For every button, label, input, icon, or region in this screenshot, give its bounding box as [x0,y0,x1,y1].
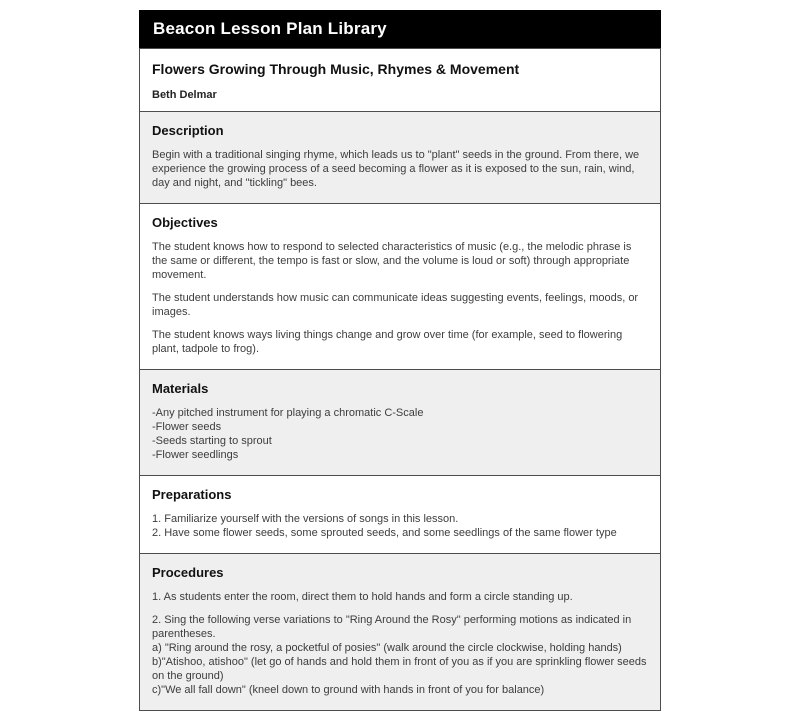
section-objectives [139,203,661,370]
procedure-step: 2. Sing the following verse variations to "Ring Around the Rosy" performing motions as indicated in parentheses. [152,614,632,640]
objective-text: The student knows ways living things change and grow over time (for example, seed to flowering plant, tadpole to frog). [152,329,623,355]
lesson-title: Flowers Growing Through Music, Rhymes & Movement [152,61,520,77]
section-procedures-heading: Procedures [152,565,224,580]
objective-text: The student knows how to respond to selected characteristics of music (e.g., the melodic phrase is the same or different, the tempo is fast or slow, and the volume is loud or soft) through appropriate movement. [152,241,632,281]
section-description-heading: Description [152,123,224,138]
preparations-list [152,512,648,540]
objective-paragraph-group [152,240,648,282]
preparation-step: 1. Familiarize yourself with the versions of songs in this lesson. [152,513,459,525]
section-preparations [139,475,661,554]
section-preparations-heading: Preparations [152,487,232,502]
procedure-substep: a) "Ring around the rosy, a pocketful of posies" (walk around the circle clockwise, holding hands) [152,642,622,654]
material-item: -Any pitched instrument for playing a chromatic C-Scale [152,407,424,419]
lesson-header-section [139,48,661,112]
section-description [139,111,661,204]
materials-list [152,406,648,462]
objective-paragraph-group [152,291,648,319]
material-item: -Flower seedlings [152,449,239,461]
description-text: Begin with a traditional singing rhyme, which leads us to "plant" seeds in the ground. From there, we experience the growing process of a seed becoming a flower as it is exposed to the sun, rain, wind, day and night, and "tickling" bees. [152,149,640,189]
site-masthead [139,10,661,49]
procedure-substep: b)"Atishoo, atishoo" (let go of hands and hold them in front of you as if you are sprinkling flower seeds on the ground) [152,656,647,682]
material-item: -Seeds starting to sprout [152,435,272,447]
material-item: -Flower seeds [152,421,222,433]
procedure-paragraph-group [152,590,648,604]
objective-paragraph-group [152,328,648,356]
section-procedures [139,553,661,711]
lesson-plan-page [139,10,661,711]
site-title: Beacon Lesson Plan Library [153,19,387,38]
section-objectives-heading: Objectives [152,215,218,230]
section-materials [139,369,661,476]
procedure-substep: c)"We all fall down" (kneel down to ground with hands in front of you for balance) [152,684,545,696]
procedure-paragraph-group [152,613,648,697]
objective-text: The student understands how music can communicate ideas suggesting events, feelings, moods, or images. [152,292,639,318]
description-paragraph-group [152,148,648,190]
procedure-step: 1. As students enter the room, direct them to hold hands and form a circle standing up. [152,591,573,603]
section-materials-heading: Materials [152,381,209,396]
preparation-step: 2. Have some flower seeds, some sprouted seeds, and some seedlings of the same flower type [152,527,617,539]
lesson-author: Beth Delmar [152,89,217,101]
